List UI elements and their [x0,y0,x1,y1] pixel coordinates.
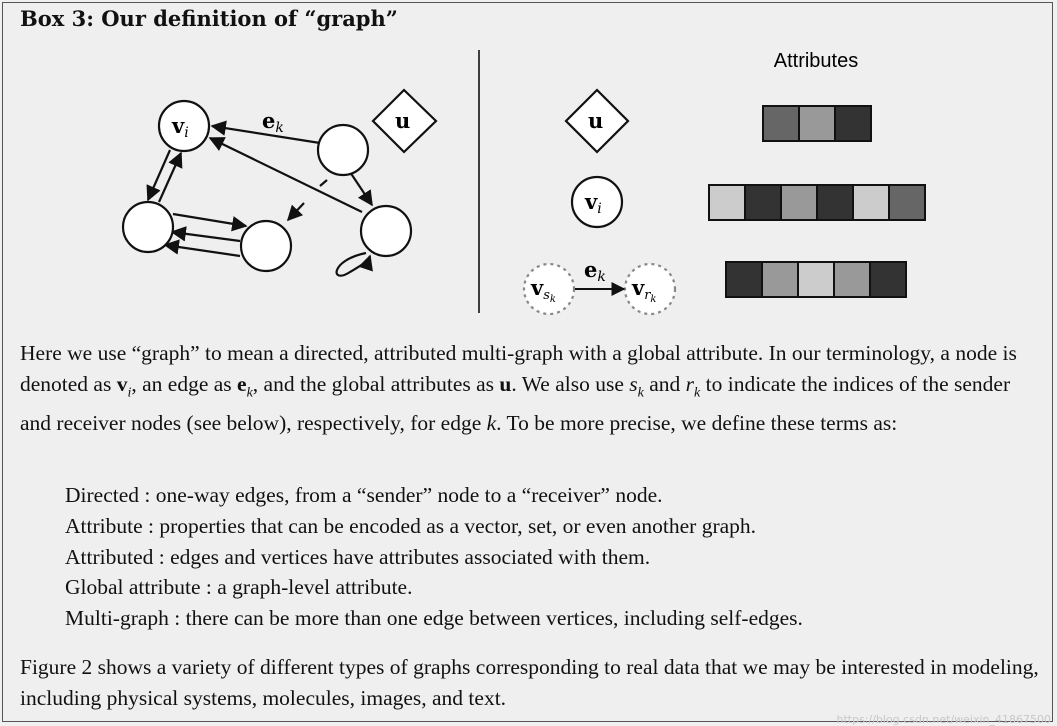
attribute-cell [870,262,906,297]
attribute-cell [762,262,798,297]
attributes-heading: Attributes [773,50,859,72]
receiver-label: vrk [632,275,657,305]
definition-item: Attribute : properties that can be encoded as a vector, set, or even another graph. [65,513,757,538]
attribute-cell [726,262,762,297]
attribute-cell [835,106,871,141]
node [318,125,368,175]
attribute-cell [798,262,834,297]
closing-paragraph: Figure 2 shows a variety of different types of graphs corresponding to real data that we may be interested in modeling, including physical systems, molecules, images, and text. [20,655,1039,710]
description-paragraph: Here we use “graph” to mean a directed, attributed multi-graph with a global attribute. In our terminology, a node is denoted as $v_i$, an edge as $e_k$, and the global attributes as u. We also use $s_k$ and $r_k$ to indicate the indices of the sender and receiver nodes (see below), respectively, for edge k. To be more precise, we define these terms as: [20,341,1017,436]
definition-item: Multi-graph : there can be more than one edge between vertices, including self-edges. [65,606,803,631]
attribute-cell [745,185,781,220]
legend-ek-label: ek [584,257,606,285]
definition-item: Global attribute : a graph-level attribute. [65,575,413,600]
global-u-label: u [395,108,411,133]
edge-ek-label: ek [262,108,284,136]
watermark: https://blog.csdn.net/weixin_41867500 [836,713,1051,726]
graph-figure [0,0,1057,330]
attribute-cell [799,106,835,141]
definition-list [65,480,803,634]
e-attribute-vector [726,262,906,297]
attribute-cell [781,185,817,220]
definition-item: Directed : one-way edges, from a “sender” node to a “receiver” node. [65,483,663,507]
attribute-cell [709,185,745,220]
legend-u-label: u [588,108,604,133]
u-attribute-vector [763,106,871,141]
node [123,202,173,252]
definition-item: Attributed : edges and vertices have attributes associated with them. [65,544,651,569]
v-attribute-vector [709,185,925,220]
attribute-cell [834,262,870,297]
node [241,221,291,271]
node [361,206,411,256]
sender-label: vsk [531,275,556,305]
attribute-cell [763,106,799,141]
box-title: Box 3: Our definition of “graph” [20,6,398,31]
legend-vi-label: vi [585,189,602,217]
attribute-cell [853,185,889,220]
attribute-cell [889,185,925,220]
node-vi-label: vi [172,113,189,141]
attribute-cell [817,185,853,220]
